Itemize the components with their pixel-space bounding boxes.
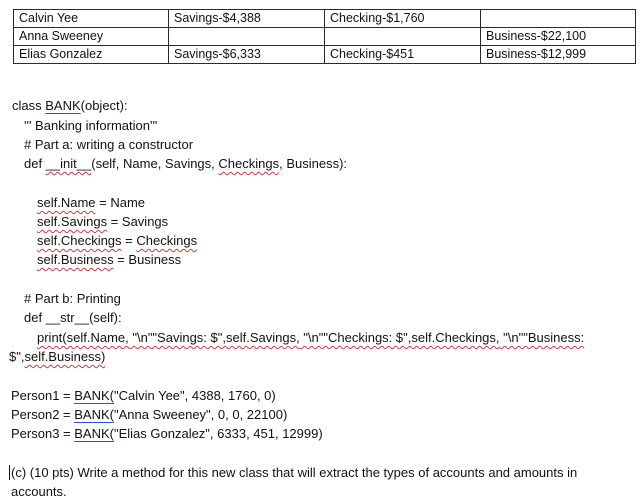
code-text: = Business <box>113 252 182 267</box>
code-text: (self, Name, Savings, <box>91 156 219 171</box>
code-text: Person3 = <box>11 426 75 441</box>
code-text: "\n""Business: <box>499 330 585 345</box>
code-text: Person2 = <box>11 407 75 422</box>
code-assign-line <box>37 193 145 212</box>
code-docstring-line: ''' Banking information''' <box>24 118 158 133</box>
table-cell <box>169 28 325 46</box>
code-text: self.Business <box>37 252 114 267</box>
code-assign-line <box>37 231 197 250</box>
code-assign-line <box>37 212 168 231</box>
code-text: (object): <box>80 98 128 113</box>
code-text: BANK( <box>74 388 114 403</box>
code-text: "Anna Sweeney", 0, 0, 22100) <box>113 407 288 422</box>
code-text: class <box>12 98 46 113</box>
code-class-line <box>12 96 128 115</box>
table-cell: Elias Gonzalez <box>14 46 169 64</box>
code-comment-line: # Part b: Printing <box>24 291 121 306</box>
table-cell: Checking-$451 <box>325 46 481 64</box>
code-person-line <box>11 405 287 424</box>
code-text: self.Business) <box>24 349 106 364</box>
code-text: BANK <box>45 98 81 113</box>
table-row <box>14 10 636 28</box>
code-text: "Calvin Yee", 4388, 1760, 0) <box>113 388 276 403</box>
text-cursor <box>9 465 10 480</box>
code-text: self.Savings <box>37 214 108 229</box>
code-text: Person1 = <box>11 388 75 403</box>
code-text: (self): <box>89 310 122 325</box>
table-cell <box>325 28 481 46</box>
code-text: __str__ <box>45 310 90 325</box>
table-row <box>14 46 636 64</box>
code-text: "\n""Checkings: $",self.Checkings, <box>299 330 500 345</box>
code-text: "\n""Savings: $",self.Savings, <box>128 330 300 345</box>
code-text: , Business): <box>279 156 348 171</box>
question-text: (c) (10 pts) Write a method for this new class that will extract the types of accounts and amounts in <box>11 465 578 480</box>
code-text: = <box>121 233 137 248</box>
code-person-line <box>11 424 323 443</box>
code-text: self.Name <box>37 195 96 210</box>
table-row <box>14 28 636 46</box>
code-str-line <box>24 308 122 327</box>
table-cell: Anna Sweeney <box>14 28 169 46</box>
code-text: "Elias Gonzalez", 6333, 451, 12999) <box>113 426 323 441</box>
code-text: def <box>24 156 46 171</box>
code-text: = Savings <box>107 214 169 229</box>
code-text: = Name <box>95 195 146 210</box>
code-text: def <box>24 310 46 325</box>
code-text: BANK( <box>74 426 114 441</box>
code-print-line <box>37 328 584 347</box>
code-text: __init__ <box>45 156 92 171</box>
code-assign-line <box>37 250 181 269</box>
code-text: self.Checkings <box>37 233 122 248</box>
code-init-line <box>24 154 347 173</box>
table-cell: Savings-$4,388 <box>169 10 325 28</box>
code-text: $", <box>9 349 25 364</box>
question-line[interactable] <box>9 463 577 482</box>
table-cell: Business-$22,100 <box>481 28 636 46</box>
question-line: accounts. <box>11 484 67 499</box>
code-text: Checkings <box>136 233 198 248</box>
table-cell: Savings-$6,333 <box>169 46 325 64</box>
code-comment-line: # Part a: writing a constructor <box>24 137 194 152</box>
code-text: Checkings <box>218 156 280 171</box>
code-text: print(self.Name, <box>37 330 129 345</box>
table-cell: Checking-$1,760 <box>325 10 481 28</box>
accounts-table <box>13 9 636 64</box>
table-cell: Business-$12,999 <box>481 46 636 64</box>
code-print-continuation <box>9 347 105 366</box>
table-cell <box>481 10 636 28</box>
code-person-line <box>11 386 276 405</box>
code-text: BANK( <box>74 407 114 422</box>
table-cell: Calvin Yee <box>14 10 169 28</box>
